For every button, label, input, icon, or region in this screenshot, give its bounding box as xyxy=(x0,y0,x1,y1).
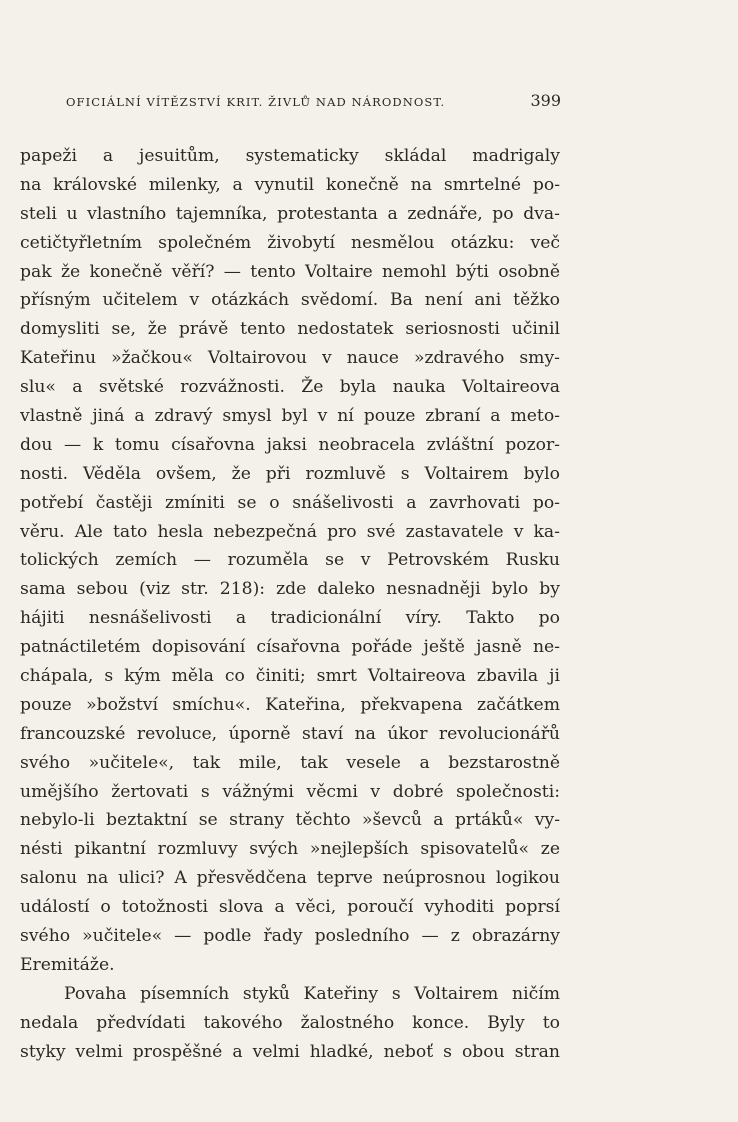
paragraph xyxy=(20,980,560,1067)
text-line: nosti. Věděla ovšem, že při rozmluvě s Voltairem bylo xyxy=(20,463,560,484)
text-line: vlastně jiná a zdravý smysl byl v ní pouze zbraní a meto- xyxy=(20,406,560,427)
text-line: událostí o totožnosti slova a věci, poroučí vyhoditi poprsí xyxy=(20,897,560,918)
paragraph xyxy=(20,142,560,980)
text-line: Povaha písemních styků Kateřiny s Voltairem ničím xyxy=(64,983,560,1004)
text-line: hájiti nesnášelivosti a tradicionální víry. Takto po xyxy=(20,608,560,629)
text-line: pak že konečně věří? — tento Voltaire nemohl býti osobně xyxy=(20,261,560,282)
text-line: styky velmi prospěšné a velmi hladké, neboť s obou stran xyxy=(20,1041,560,1062)
text-line: francouzské revoluce, úporně staví na úkor revolucionářů xyxy=(20,723,560,744)
text-line: pouze »božství smíchu«. Kateřina, překvapena začátkem xyxy=(20,694,560,715)
text-line: potřebí častěji zmíniti se o snášelivosti a zavrhovati po- xyxy=(20,492,560,513)
running-title: OFICIÁLNÍ VÍTĚZSTVÍ KRIT. ŽIVLŮ NAD NÁRODNOST. xyxy=(66,95,446,109)
text-line: domysliti se, že právě tento nedostatek seriosnosti učinil xyxy=(20,319,560,340)
text-line: Kateřinu »žačkou« Voltairovou v nauce »zdravého smy- xyxy=(20,348,560,369)
text-line: svého »učitele« — podle řady posledního — z obrazárny xyxy=(20,926,560,947)
text-line: nebylo-li beztaktní se strany těchto »ševců a prtáků« vy- xyxy=(20,810,560,831)
text-line: tolických zemích — rozuměla se v Petrovském Rusku xyxy=(20,550,560,571)
text-line: chápala, s kým měla co činiti; smrt Voltaireova zbavila ji xyxy=(20,666,560,687)
text-line: dou — k tomu císařovna jaksi neobracela zvláštní pozor- xyxy=(20,434,560,455)
text-line: nedala předvídati takového žalostného konce. Byly to xyxy=(20,1012,560,1033)
text-line: papeži a jesuitům, systematicky skládal madrigaly xyxy=(20,146,560,166)
body-text xyxy=(20,142,560,1067)
text-line: patnáctiletém dopisování císařovna pořáde ještě jasně ne- xyxy=(20,637,560,658)
text-line: na královské milenky, a vynutil konečně na smrtelné po- xyxy=(20,174,560,195)
text-line: salonu na ulici? A přesvědčena teprve neúprosnou logikou xyxy=(20,868,560,889)
text-line: slu« a světské rozvážnosti. Že byla nauka Voltaireova xyxy=(20,377,560,398)
page-number: 399 xyxy=(530,91,561,110)
text-line: nésti pikantní rozmluvy svých »nejlepších spisovatelů« ze xyxy=(20,839,560,860)
text-line: cetičtyřletním společném živobytí nesmělou otázku: več xyxy=(20,232,560,253)
text-line: svého »učitele«, tak mile, tak vesele a bezstarostně xyxy=(20,752,560,773)
text-line: sama sebou (viz str. 218): zde daleko nesnadněji bylo by xyxy=(20,579,560,600)
text-line: Eremitáže. xyxy=(20,954,115,975)
text-line: steli u vlastního tajemníka, protestanta a zednáře, po dva- xyxy=(20,203,560,224)
text-line: přísným učitelem v otázkách svědomí. Ba není ani těžko xyxy=(20,290,560,311)
text-line: umějšího žertovati s vážnými věcmi v dobré společnosti: xyxy=(20,781,560,802)
running-head xyxy=(66,91,561,110)
text-line: věru. Ale tato hesla nebezpečná pro své zastavatele v ka- xyxy=(20,521,560,542)
